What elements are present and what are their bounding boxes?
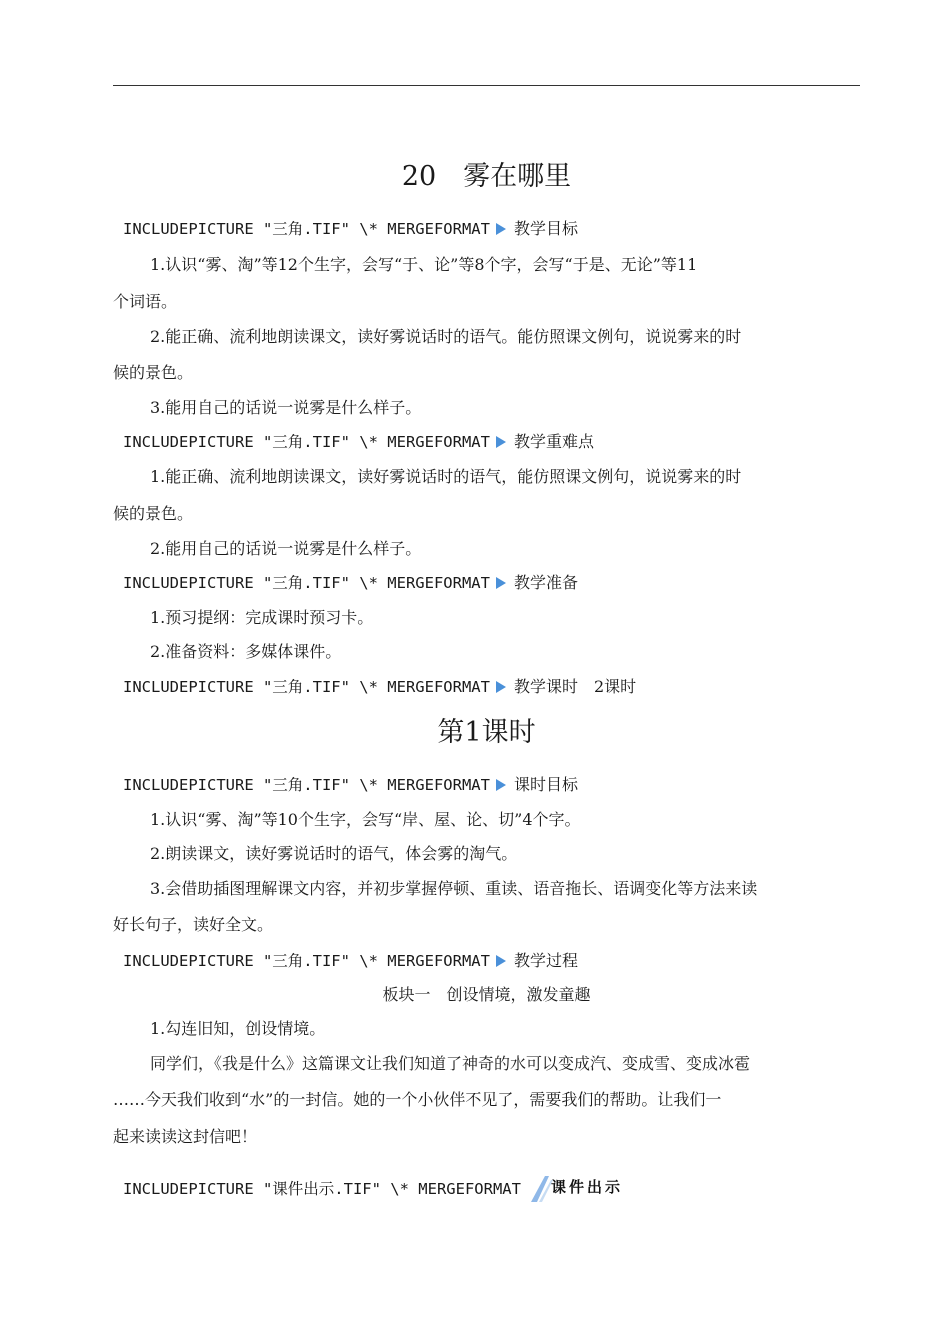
key-point-line: 2.能用自己的话说一说雾是什么样子。 [150, 539, 422, 558]
triangle-icon [496, 779, 506, 791]
section-label: 教学准备 [513, 573, 578, 592]
section-header-prep [123, 572, 578, 594]
field-code: INCLUDEPICTURE "三角.TIF" \* MERGEFORMAT [123, 776, 490, 794]
goal-line: 3.能用自己的话说一说雾是什么样子。 [150, 398, 422, 417]
triangle-icon [496, 223, 506, 235]
lesson-goal-line: 1.认识“雾、淘”等10个生字，会写“岸、屋、论、切”4个字。 [150, 810, 581, 829]
triangle-icon [496, 681, 506, 693]
goal-line: 2.能正确、流利地朗读课文，读好雾说话时的语气。能仿照课文例句，说说雾来的时 [150, 327, 742, 346]
goal-line: 个词语。 [113, 292, 178, 311]
courseware-badge [527, 1172, 627, 1206]
goal-line: 1.认识“雾、淘”等12个生字，会写“于、论”等8个字，会写“于是、无论”等11 [150, 255, 698, 274]
step-line: 1.勾连旧知，创设情境。 [150, 1019, 326, 1038]
field-code: INCLUDEPICTURE "三角.TIF" \* MERGEFORMAT [123, 433, 490, 451]
section-header-key-points [123, 431, 594, 453]
section-label: 教学重难点 [513, 432, 594, 451]
paragraph-line: 起来读读这封信吧！ [113, 1127, 258, 1146]
section-header-goals [123, 218, 578, 240]
lesson-goal-line: 好长句子，读好全文。 [113, 915, 274, 934]
field-code: INCLUDEPICTURE "三角.TIF" \* MERGEFORMAT [123, 220, 490, 238]
section-header-lesson-goals [123, 774, 578, 796]
prep-line: 1.预习提纲：完成课时预习卡。 [150, 608, 374, 627]
lesson-goal-line: 2.朗读课文，读好雾说话时的语气，体会雾的淘气。 [150, 844, 518, 863]
courseware-label: 课件出示 [550, 1178, 623, 1196]
triangle-icon [496, 955, 506, 967]
block-heading: 板块一 创设情境，激发童趣 [382, 985, 591, 1004]
page-title: 20 雾在哪里 [401, 161, 572, 192]
header-rule [113, 85, 860, 86]
section-label: 课时目标 [513, 775, 578, 794]
section-label: 教学课时 2课时 [513, 677, 637, 696]
paragraph-line: ……今天我们收到“水”的一封信。她的一个小伙伴不见了，需要我们的帮助。让我们一 [113, 1090, 722, 1109]
prep-line: 2.准备资料：多媒体课件。 [150, 642, 342, 661]
lesson-title: 第1课时 [437, 717, 536, 748]
section-header-hours [123, 676, 636, 698]
field-code: INCLUDEPICTURE "课件出示.TIF" \* MERGEFORMAT [123, 1180, 521, 1198]
lesson-goal-line: 3.会借助插图理解课文内容，并初步掌握停顿、重读、语音拖长、语调变化等方法来读 [150, 879, 758, 898]
field-code: INCLUDEPICTURE "三角.TIF" \* MERGEFORMAT [123, 678, 490, 696]
section-label: 教学目标 [513, 219, 578, 238]
field-code: INCLUDEPICTURE "三角.TIF" \* MERGEFORMAT [123, 574, 490, 592]
section-header-process [123, 950, 578, 972]
paragraph-line: 同学们，《我是什么》这篇课文让我们知道了神奇的水可以变成汽、变成雪、变成冰雹 [150, 1054, 751, 1073]
goal-line: 候的景色。 [113, 363, 194, 382]
triangle-icon [496, 436, 506, 448]
key-point-line: 候的景色。 [113, 504, 194, 523]
section-label: 教学过程 [513, 951, 578, 970]
triangle-icon [496, 577, 506, 589]
key-point-line: 1.能正确、流利地朗读课文，读好雾说话时的语气，能仿照课文例句，说说雾来的时 [150, 467, 742, 486]
field-code: INCLUDEPICTURE "三角.TIF" \* MERGEFORMAT [123, 952, 490, 970]
kejian-line [123, 1172, 627, 1206]
